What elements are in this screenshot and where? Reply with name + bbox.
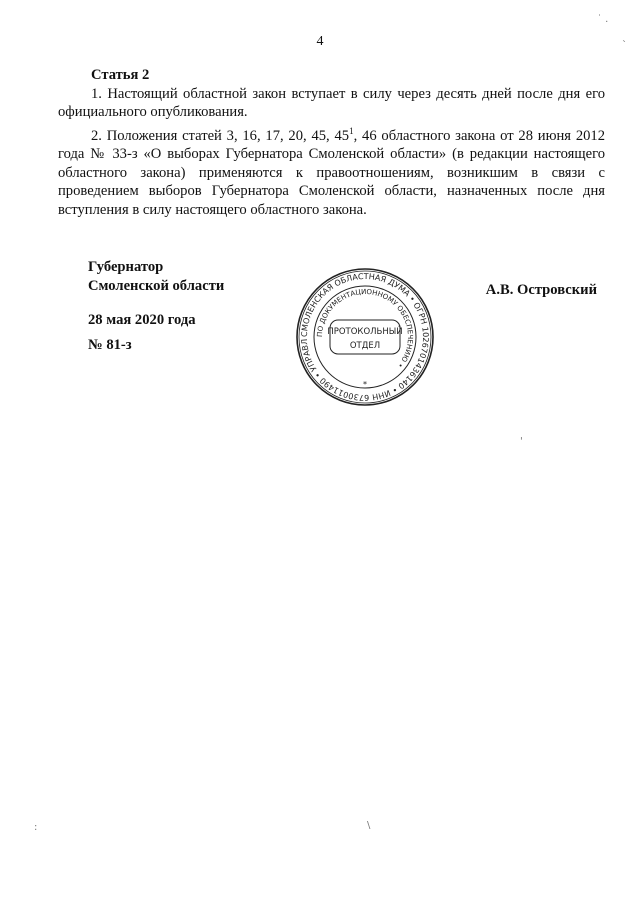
scan-speck: : xyxy=(34,822,38,833)
seal-graphic xyxy=(294,268,436,406)
seal-center-line2: ОТДЕЛ xyxy=(349,341,381,351)
signer-name: А.В. Островский xyxy=(485,282,597,298)
paragraph-1: 1. Настоящий областной закон вступает в силу через десять дней после дня его официального опубликования. xyxy=(58,85,605,121)
law-number: № 81-з xyxy=(88,337,132,353)
paragraph-2-end: 2012 года № 33-з «О выборах Губернатора Смоленской области» (в редакции настоящего областного закона) применяются к правоотношениям, возникшим в связи с проведением выборов Губернатора Смоленской области, назначенных после дня вступления в силу настоящего областного закона. xyxy=(58,127,606,219)
scan-speck: ` xyxy=(622,40,627,51)
page-number: 4 xyxy=(316,34,324,49)
signer-position-line2: Смоленской области xyxy=(88,278,225,294)
signer-position-line1: Губернатор xyxy=(88,259,164,275)
scan-speck: ' xyxy=(520,436,523,447)
signer-position xyxy=(88,258,224,296)
seal-outer-text: СМОЛЕНСКАЯ ОБЛАСТНАЯ ДУМА • ОГРН 1026701436140 • ИНН 6730011490 • УПРАВЛ xyxy=(299,271,431,403)
seal-star: * xyxy=(363,380,367,389)
paragraph-2 xyxy=(58,122,605,220)
scan-speck: \ xyxy=(367,820,371,831)
paragraph-2-mid: , 46 областного закона от 28 июня xyxy=(353,127,572,144)
seal-inner-text: ПО ДОКУМЕНТАЦИОННОМУ ОБЕСПЕЧЕНИЮ • xyxy=(315,287,415,370)
seal-center-line1: ПРОТОКОЛЬНЫЙ xyxy=(327,327,403,337)
paragraph-2-start: 2. Положения статей 3, 16, 17, 20, 45, 45 xyxy=(91,127,350,144)
signature-date: 28 мая 2020 года xyxy=(88,312,196,328)
article-title: Статья 2 xyxy=(91,67,150,83)
document-body xyxy=(58,66,605,220)
paragraph-2-superscript: 1 xyxy=(349,125,354,136)
scan-speck: ˙ . xyxy=(597,14,609,25)
official-seal xyxy=(294,268,436,406)
